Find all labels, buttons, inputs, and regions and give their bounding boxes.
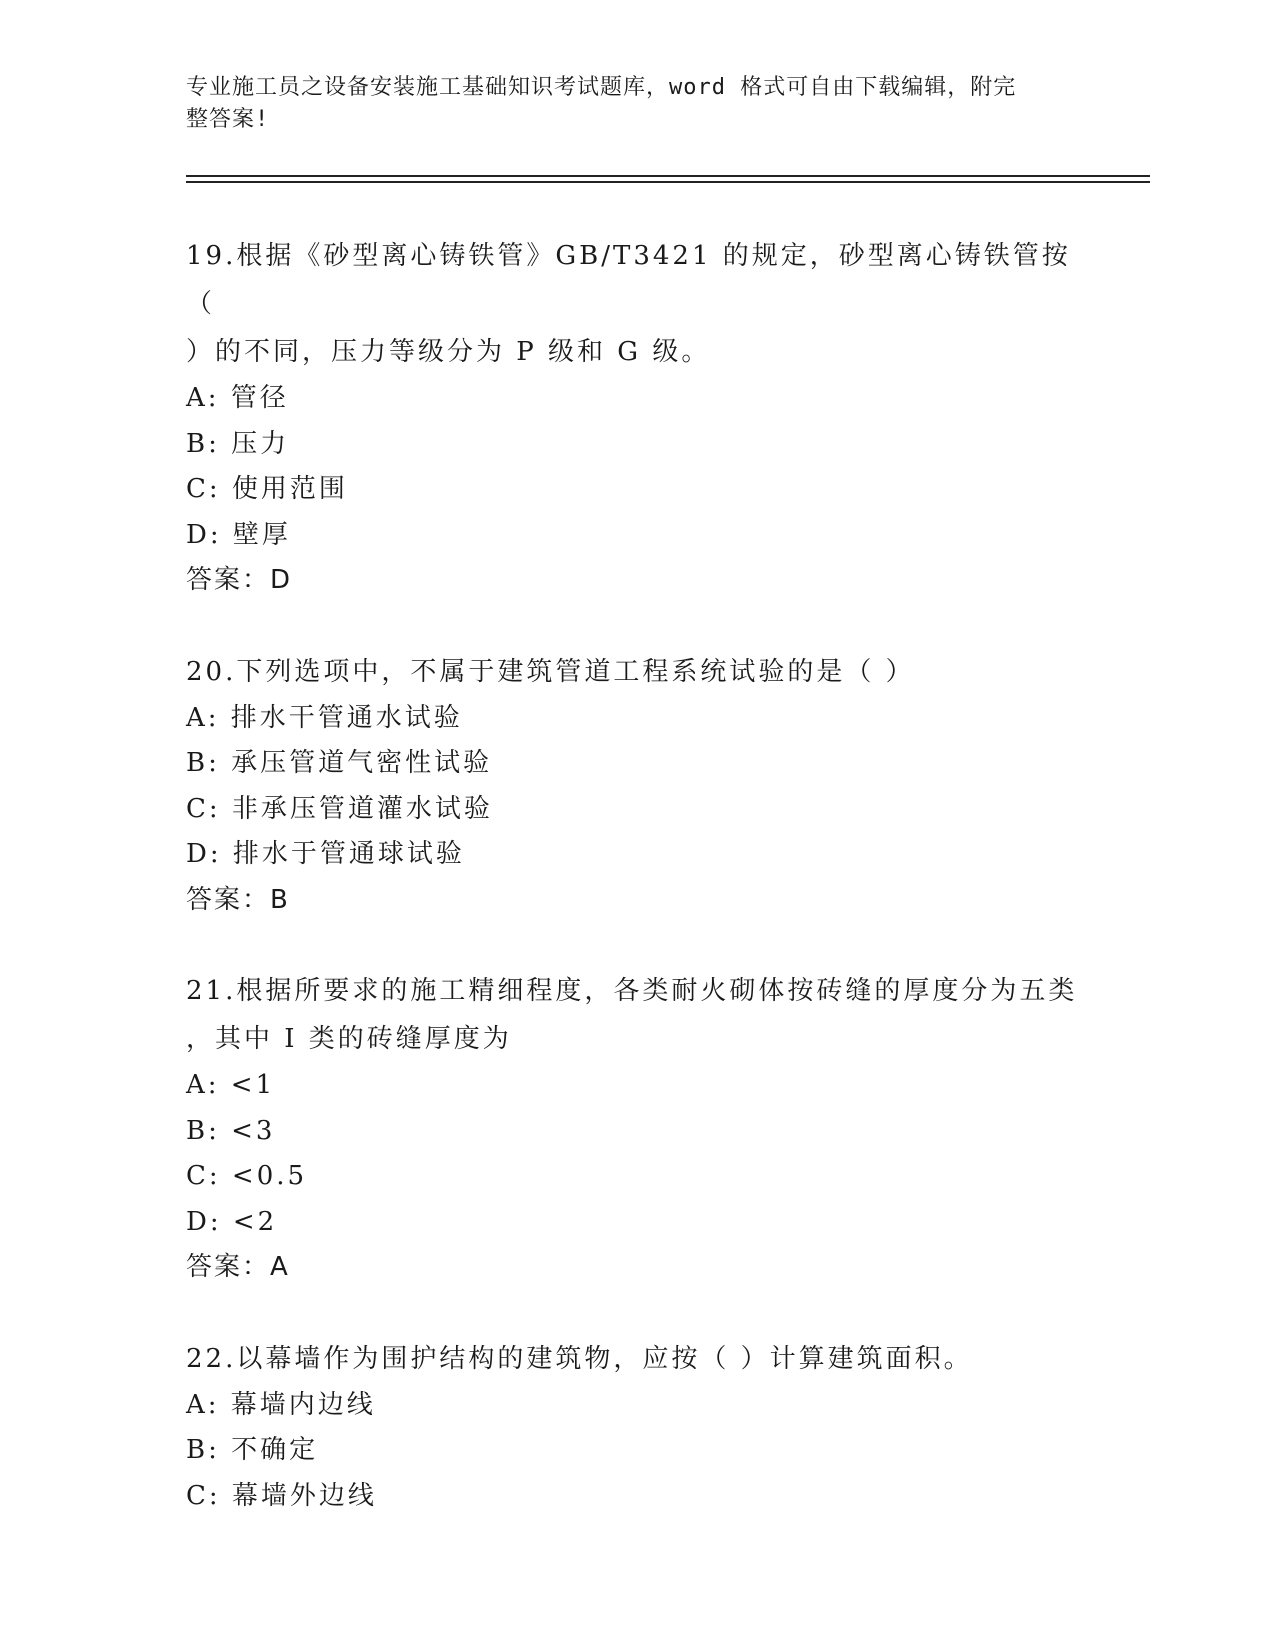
option-c: C: 幕墙外边线 xyxy=(186,1480,377,1511)
intro-line: 整答案! xyxy=(186,107,270,132)
option-c: C: <0.5 xyxy=(186,1161,308,1191)
option-a: A: 幕墙内边线 xyxy=(186,1389,376,1420)
option-b: B: <3 xyxy=(186,1115,276,1146)
question-21 xyxy=(186,967,1086,1291)
question-stem: 19.根据《砂型离心铸铁管》GB/T3421 的规定，砂型离心铸铁管按（ xyxy=(186,241,1071,319)
intro-line: 专业施工员之设备安装施工基础知识考试题库，word 格式可自由下载编辑，附完 xyxy=(186,75,1017,100)
option-a: A: 排水干管通水试验 xyxy=(186,702,463,733)
option-c: C: 非承压管道灌水试验 xyxy=(186,793,493,824)
option-a: A: <1 xyxy=(186,1070,276,1100)
question-20 xyxy=(186,648,1086,924)
option-b: B: 承压管道气密性试验 xyxy=(186,748,493,778)
question-stem: ，其中 I 类的砖缝厚度为 xyxy=(186,1024,512,1054)
answer-line: 答案：B xyxy=(186,884,290,915)
option-d: D: 壁厚 xyxy=(186,519,291,550)
question-19 xyxy=(186,232,1086,604)
question-list xyxy=(186,232,1086,1563)
option-b: B: 压力 xyxy=(186,428,290,459)
answer-line: 答案：A xyxy=(186,1252,290,1282)
option-c: C: 使用范围 xyxy=(186,474,348,504)
header-divider xyxy=(186,175,1150,177)
question-22 xyxy=(186,1335,1086,1520)
intro-text xyxy=(186,72,1066,136)
question-stem: ）的不同，压力等级分为 P 级和 G 级。 xyxy=(186,337,711,367)
option-d: D: <2 xyxy=(186,1206,278,1237)
option-a: A: 管径 xyxy=(186,383,289,413)
header-divider xyxy=(186,181,1150,183)
question-stem: 22.以幕墙作为围护结构的建筑物，应按（ ）计算建筑面积。 xyxy=(186,1343,973,1374)
option-b: B: 不确定 xyxy=(186,1435,319,1465)
option-d: D: 排水于管通球试验 xyxy=(186,839,465,869)
answer-line: 答案：D xyxy=(186,565,293,595)
question-stem: 20.下列选项中，不属于建筑管道工程系统试验的是（ ） xyxy=(186,656,915,687)
question-stem: 21.根据所要求的施工精细程度，各类耐火砌体按砖缝的厚度分为五类 xyxy=(186,976,1078,1006)
